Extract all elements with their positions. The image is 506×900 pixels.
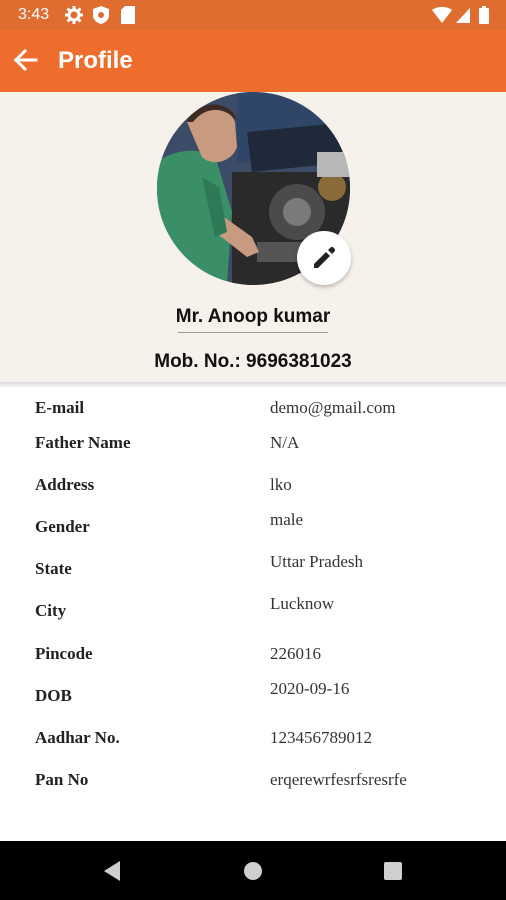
signal-icon [455, 5, 471, 25]
detail-label: City [35, 601, 67, 620]
detail-row-pan [0, 770, 506, 800]
nav-back-button[interactable] [98, 855, 130, 887]
detail-value: Uttar Pradesh [270, 552, 364, 571]
system-nav-bar [0, 841, 506, 900]
detail-label: DOB [35, 686, 72, 705]
detail-row-city [0, 594, 506, 624]
wifi-icon [432, 5, 452, 25]
detail-value: male [270, 510, 304, 529]
detail-label: Father Name [35, 433, 131, 452]
status-bar [0, 0, 506, 30]
back-button[interactable] [8, 42, 44, 78]
page-title: Profile [58, 47, 133, 74]
status-time: 3:43 [18, 6, 50, 23]
detail-value: 2020-09-16 [270, 679, 350, 698]
home-circle-icon [237, 855, 269, 887]
detail-value: demo@gmail.com [270, 398, 396, 417]
detail-label: Pan No [35, 770, 89, 789]
detail-value: Lucknow [270, 594, 335, 613]
battery-icon [478, 5, 490, 25]
sd-card-icon [120, 5, 136, 25]
detail-row-gender [0, 510, 506, 540]
recents-square-icon [377, 855, 409, 887]
detail-label: Aadhar No. [35, 728, 120, 747]
detail-row-address [0, 475, 506, 505]
detail-row-dob [0, 679, 506, 709]
detail-value: erqerewrfesrfsresrfe [270, 770, 407, 789]
detail-label: State [35, 559, 72, 578]
detail-row-father-name [0, 433, 506, 463]
detail-label: E-mail [35, 398, 85, 417]
arrow-left-icon [8, 42, 44, 78]
detail-row-aadhar [0, 728, 506, 758]
detail-label: Address [35, 475, 95, 494]
detail-value: lko [270, 475, 292, 494]
detail-value: N/A [270, 433, 300, 452]
detail-value: 226016 [270, 644, 321, 663]
detail-label: Pincode [35, 644, 93, 663]
detail-row-email [0, 398, 506, 428]
detail-row-state [0, 552, 506, 582]
back-triangle-icon [98, 855, 130, 887]
shield-icon [92, 5, 110, 25]
header-shadow [0, 382, 506, 388]
detail-value: 123456789012 [270, 728, 372, 747]
mobile-number: Mob. No.: 9696381023 [154, 351, 352, 372]
nav-recents-button[interactable] [377, 855, 409, 887]
app-bar [0, 30, 506, 92]
gear-icon [64, 5, 84, 25]
name-underline [178, 332, 328, 333]
detail-label: Gender [35, 517, 90, 536]
detail-row-pincode [0, 644, 506, 674]
nav-home-button[interactable] [237, 855, 269, 887]
pencil-icon [311, 245, 337, 271]
edit-photo-button[interactable] [297, 231, 351, 285]
profile-name: Mr. Anoop kumar [175, 306, 331, 327]
